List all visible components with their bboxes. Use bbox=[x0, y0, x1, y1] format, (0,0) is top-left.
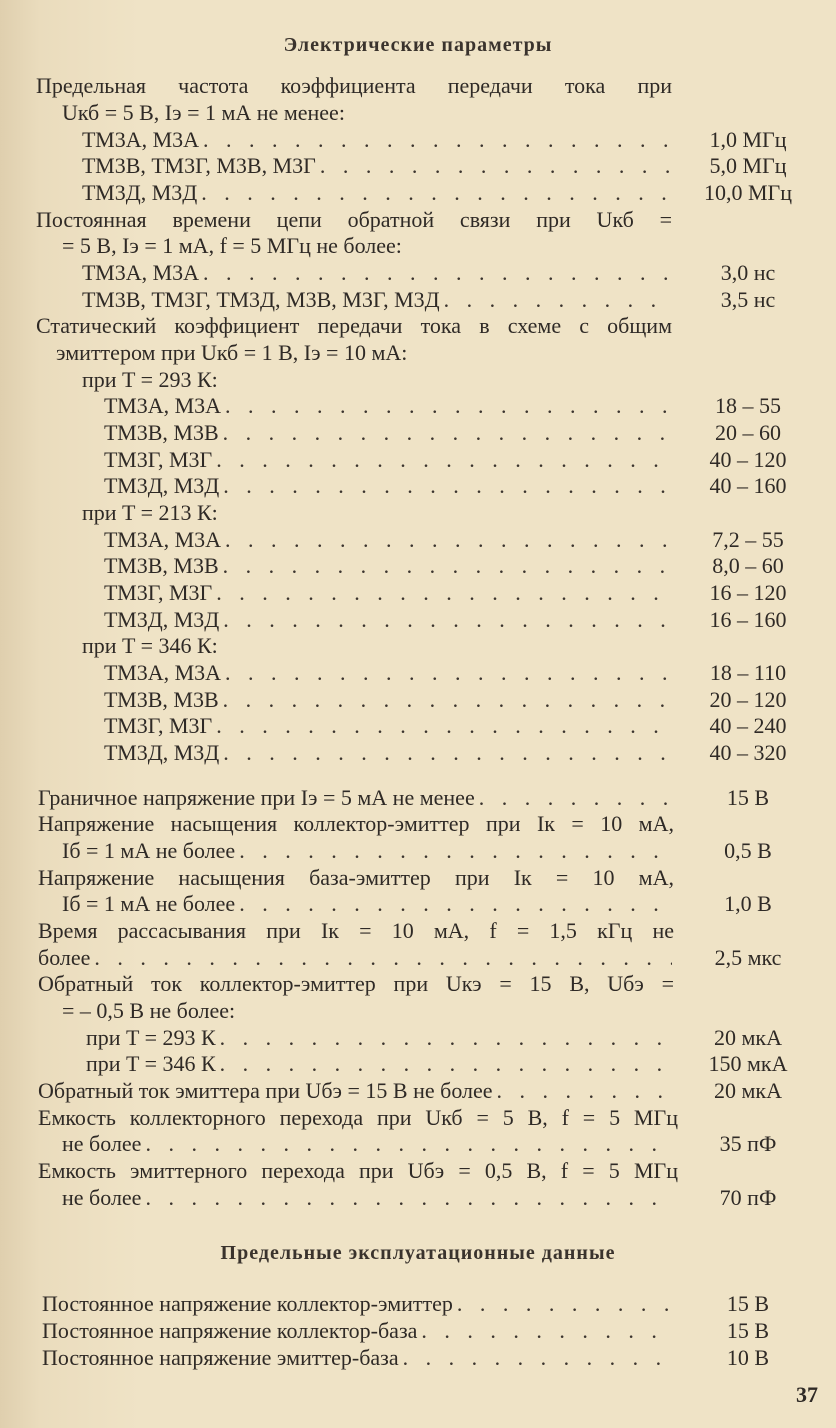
timeconst-row-value: 3,0 нс bbox=[720, 260, 776, 285]
leader-dots bbox=[220, 1051, 672, 1078]
freq-intro-line2: Uкб = 5 В, Iэ = 1 мА не менее: bbox=[62, 100, 345, 125]
leader-dots bbox=[421, 1318, 672, 1345]
gain-row-value: 40 – 240 bbox=[709, 713, 787, 738]
gain-row bbox=[104, 447, 672, 474]
gain-row-label: ТМ3А, М3А bbox=[104, 527, 222, 552]
gain-row-label: ТМ3А, М3А bbox=[104, 393, 222, 418]
param-line: Напряжение насыщения коллектор-эмиттер при Iк = 10 мА, bbox=[38, 811, 674, 836]
leader-dots bbox=[203, 260, 672, 287]
leader-dots bbox=[216, 713, 672, 740]
gain-row-label: ТМ3Г, М3Г bbox=[104, 580, 213, 605]
param-label: Обратный ток эмиттера при Uбэ = 15 В не более bbox=[38, 1078, 493, 1103]
timeconst-row bbox=[82, 287, 672, 314]
timeconst-row-value: 3,5 нс bbox=[720, 287, 776, 312]
gain-row-value: 8,0 – 60 bbox=[712, 553, 784, 578]
leader-dots bbox=[201, 180, 672, 207]
gain-intro-line1: Статический коэффициент передачи тока в схеме с общим bbox=[36, 313, 672, 338]
param-row bbox=[62, 1185, 672, 1212]
param-value: 1,0 В bbox=[724, 891, 772, 916]
param-value: 15 В bbox=[726, 785, 770, 810]
param-value: 20 мкА bbox=[714, 1078, 782, 1103]
limit-label: Постоянное напряжение коллектор-база bbox=[42, 1318, 418, 1343]
param-row bbox=[62, 891, 672, 918]
freq-row bbox=[82, 127, 672, 154]
leader-dots bbox=[225, 660, 672, 687]
leader-dots bbox=[223, 473, 672, 500]
gain-row-value: 7,2 – 55 bbox=[712, 527, 784, 552]
leader-dots bbox=[225, 393, 672, 420]
freq-row-label: ТМ3В, ТМ3Г, М3В, М3Г bbox=[82, 153, 316, 178]
gain-row-label: ТМ3А, М3А bbox=[104, 660, 222, 685]
leader-dots bbox=[94, 945, 672, 972]
gain-row-value: 20 – 120 bbox=[709, 687, 787, 712]
param-label: Iб = 1 мА не более bbox=[62, 838, 236, 863]
timeconst-row-label: ТМ3А, М3А bbox=[82, 260, 200, 285]
freq-row-value: 5,0 МГц bbox=[709, 153, 787, 178]
page-number: 37 bbox=[796, 1382, 818, 1407]
gain-row bbox=[104, 740, 672, 767]
limit-row bbox=[42, 1291, 672, 1318]
leader-dots bbox=[479, 785, 672, 812]
gain-row bbox=[104, 713, 672, 740]
reverse-row bbox=[86, 1025, 672, 1052]
freq-row bbox=[82, 180, 672, 207]
leader-dots bbox=[216, 447, 672, 474]
freq-row-value: 10,0 МГц bbox=[703, 180, 793, 205]
leader-dots bbox=[223, 740, 672, 767]
leader-dots bbox=[497, 1078, 672, 1105]
section-heading-limits: Предельные эксплуатационные данные bbox=[220, 1242, 616, 1264]
freq-row-label: ТМ3А, М3А bbox=[82, 127, 200, 152]
param-line: Напряжение насыщения база-эмиттер при Iк = 10 мА, bbox=[38, 865, 674, 890]
gain-row-value: 20 – 60 bbox=[715, 420, 781, 445]
freq-intro-line1: Предельная частота коэффициента передачи тока при bbox=[36, 73, 672, 98]
gain-row bbox=[104, 580, 672, 607]
leader-dots bbox=[223, 553, 672, 580]
leader-dots bbox=[223, 687, 672, 714]
gain-row bbox=[104, 660, 672, 687]
gain-row-label: ТМ3В, М3В bbox=[104, 420, 219, 445]
limit-label: Постоянное напряжение эмиттер-база bbox=[42, 1345, 399, 1370]
gain-row bbox=[104, 420, 672, 447]
param-value: 2,5 мкс bbox=[714, 945, 782, 970]
param-value: 0,5 В bbox=[724, 838, 772, 863]
leader-dots bbox=[320, 153, 672, 180]
limit-value: 10 В bbox=[726, 1345, 770, 1370]
limit-label: Постоянное напряжение коллектор-эмиттер bbox=[42, 1291, 453, 1316]
leader-dots bbox=[216, 580, 672, 607]
leader-dots bbox=[223, 607, 672, 634]
gain-row bbox=[104, 393, 672, 420]
gain-row bbox=[104, 687, 672, 714]
reverse-intro-line2: = – 0,5 В не более: bbox=[62, 998, 236, 1023]
reverse-row-label: при T = 293 К bbox=[86, 1025, 216, 1050]
param-line: Время рассасывания при Iк = 10 мА, f = 1,5 кГц не bbox=[38, 918, 674, 943]
leader-dots bbox=[220, 1025, 672, 1052]
param-value: 70 пФ bbox=[719, 1185, 777, 1210]
gain-row-value: 40 – 160 bbox=[709, 473, 787, 498]
gain-condition: при T = 293 К: bbox=[82, 367, 218, 392]
limit-row bbox=[42, 1345, 672, 1372]
param-label: не более bbox=[62, 1131, 142, 1156]
gain-row bbox=[104, 607, 672, 634]
timeconst-intro-line1: Постоянная времени цепи обратной связи при Uкб = bbox=[36, 207, 672, 232]
gain-row-value: 16 – 120 bbox=[709, 580, 787, 605]
reverse-intro-line1: Обратный ток коллектор-эмиттер при Uкэ = 15 В, Uбэ = bbox=[38, 971, 674, 996]
gain-row-label: ТМ3В, М3В bbox=[104, 553, 219, 578]
param-row bbox=[38, 945, 672, 972]
param-row bbox=[38, 1078, 672, 1105]
limit-value: 15 В bbox=[726, 1291, 770, 1316]
reverse-row-value: 20 мкА bbox=[714, 1025, 782, 1050]
gain-row-label: ТМ3Д, М3Д bbox=[104, 473, 220, 498]
gain-row-label: ТМ3Г, М3Г bbox=[104, 713, 213, 738]
gain-row-value: 18 – 55 bbox=[715, 393, 781, 418]
reverse-row bbox=[86, 1051, 672, 1078]
reverse-row-label: при T = 346 К bbox=[86, 1051, 216, 1076]
param-label: Граничное напряжение при Iэ = 5 мА не менее bbox=[38, 785, 475, 810]
gain-row-label: ТМ3Г, М3Г bbox=[104, 447, 213, 472]
gain-row-value: 18 – 110 bbox=[709, 660, 787, 685]
leader-dots bbox=[203, 127, 672, 154]
freq-row-value: 1,0 МГц bbox=[709, 127, 787, 152]
param-line: Емкость коллекторного перехода при Uкб = 5 В, f = 5 МГц bbox=[38, 1105, 678, 1130]
leader-dots bbox=[444, 287, 672, 314]
param-row bbox=[62, 838, 672, 865]
param-value: 35 пФ bbox=[719, 1131, 777, 1156]
leader-dots bbox=[239, 838, 672, 865]
leader-dots bbox=[457, 1291, 672, 1318]
gain-condition: при T = 213 К: bbox=[82, 500, 218, 525]
gain-row bbox=[104, 527, 672, 554]
gain-intro-line2: эмиттером при Uкб = 1 В, Iэ = 10 мА: bbox=[56, 340, 408, 365]
freq-row bbox=[82, 153, 672, 180]
param-row bbox=[62, 1131, 672, 1158]
limit-row bbox=[42, 1318, 672, 1345]
param-row bbox=[38, 785, 672, 812]
gain-row-value: 16 – 160 bbox=[709, 607, 787, 632]
leader-dots bbox=[145, 1131, 672, 1158]
leader-dots bbox=[239, 891, 672, 918]
gain-condition: при T = 346 К: bbox=[82, 633, 218, 658]
limit-value: 15 В bbox=[726, 1318, 770, 1343]
gain-row-label: ТМ3Д, М3Д bbox=[104, 740, 220, 765]
gain-row-label: ТМ3В, М3В bbox=[104, 687, 219, 712]
param-label: не более bbox=[62, 1185, 142, 1210]
gain-row-label: ТМ3Д, М3Д bbox=[104, 607, 220, 632]
leader-dots bbox=[403, 1345, 672, 1372]
gain-row bbox=[104, 473, 672, 500]
leader-dots bbox=[223, 420, 672, 447]
section-heading-electrical: Электрические параметры bbox=[283, 34, 553, 56]
leader-dots bbox=[145, 1185, 672, 1212]
param-label: Iб = 1 мА не более bbox=[62, 891, 236, 916]
leader-dots bbox=[225, 527, 672, 554]
param-line: Емкость эмиттерного перехода при Uбэ = 0,5 В, f = 5 МГц bbox=[38, 1158, 678, 1183]
timeconst-intro-line2: = 5 В, Iэ = 1 мА, f = 5 МГц не более: bbox=[62, 233, 402, 258]
gain-row-value: 40 – 320 bbox=[709, 740, 787, 765]
timeconst-row-label: ТМ3В, ТМ3Г, ТМ3Д, М3В, М3Г, М3Д bbox=[82, 287, 440, 312]
timeconst-row bbox=[82, 260, 672, 287]
gain-row-value: 40 – 120 bbox=[709, 447, 787, 472]
freq-row-label: ТМ3Д, М3Д bbox=[82, 180, 198, 205]
param-label: более bbox=[38, 945, 91, 970]
gain-row bbox=[104, 553, 672, 580]
reverse-row-value: 150 мкА bbox=[708, 1051, 788, 1076]
